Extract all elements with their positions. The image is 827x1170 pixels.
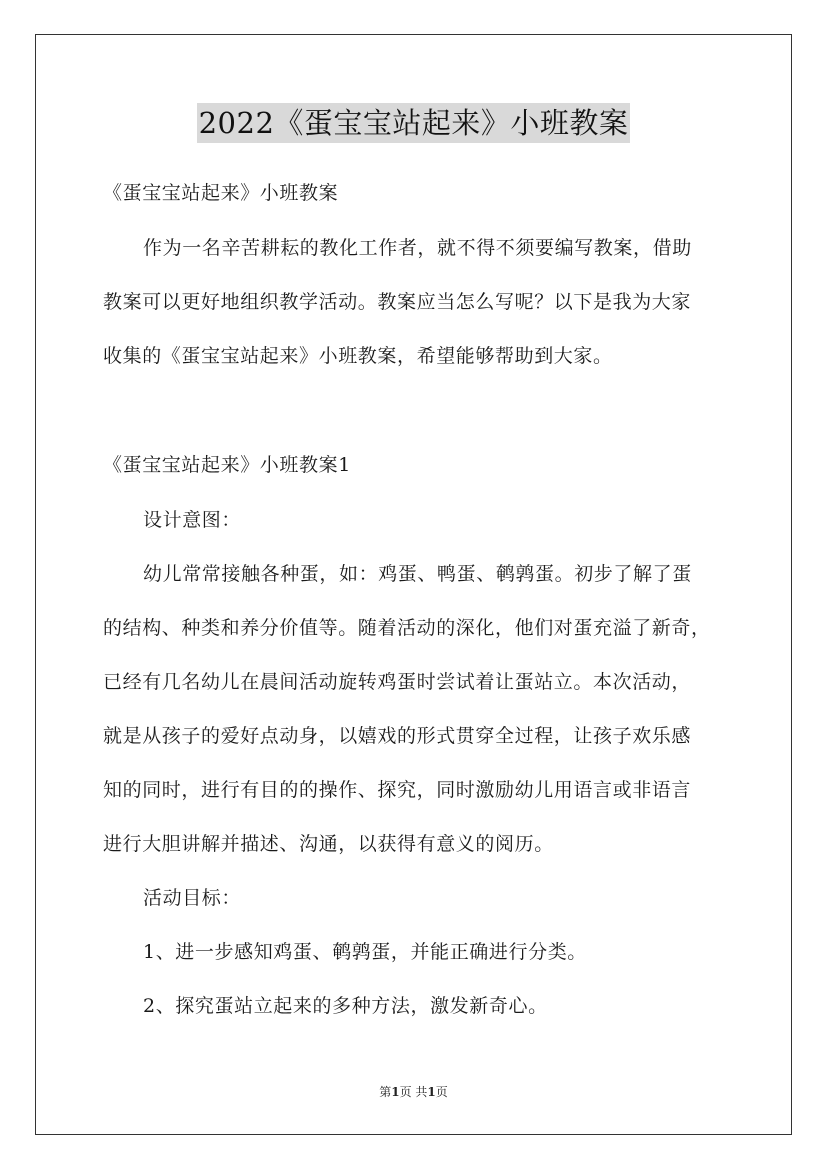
footer-page-suffix: 页 (435, 1085, 448, 1099)
design-label: 设计意图： (143, 509, 242, 531)
document-subtitle: 《蛋宝宝站起来》小班教案 (103, 182, 339, 204)
design-paragraph-line: 幼儿常常接触各种蛋，如：鸡蛋、鸭蛋、鹌鹑蛋。初步了解了蛋 (143, 563, 692, 585)
intro-line: 作为一名辛苦耕耘的教化工作者，就不得不须要编写教案，借助 (143, 237, 692, 259)
page-footer (0, 1084, 827, 1100)
goal-item: 2、探究蛋站立起来的多种方法，激发新奇心。 (143, 995, 548, 1017)
goals-label: 活动目标： (143, 887, 242, 909)
document-title: 2022《蛋宝宝站起来》小班教案 (197, 103, 631, 143)
section-heading: 《蛋宝宝站起来》小班教案1 (103, 454, 351, 476)
footer-page-current: 1 (391, 1085, 400, 1099)
footer-page-prefix: 第 (379, 1085, 392, 1099)
design-paragraph-line: 就是从孩子的爱好点动身，以嬉戏的形式贯穿全过程，让孩子欢乐感 (103, 725, 692, 747)
design-paragraph-line: 知的同时，进行有目的的操作、探究，同时激励幼儿用语言或非语言 (103, 779, 692, 801)
intro-line: 教案可以更好地组织教学活动。教案应当怎么写呢？以下是我为大家 (103, 291, 692, 313)
design-paragraph-line: 的结构、种类和养分价值等。随着活动的深化，他们对蛋充溢了新奇， (103, 617, 711, 639)
title-wrap (0, 103, 827, 143)
intro-line: 收集的《蛋宝宝站起来》小班教案，希望能够帮助到大家。 (103, 345, 613, 367)
goal-item: 1、进一步感知鸡蛋、鹌鹑蛋，并能正确进行分类。 (143, 941, 587, 963)
footer-page-mid: 页 共 (399, 1085, 428, 1099)
design-paragraph-line: 已经有几名幼儿在晨间活动旋转鸡蛋时尝试着让蛋站立。本次活动， (103, 671, 692, 693)
design-paragraph-line: 进行大胆讲解并描述、沟通，以获得有意义的阅历。 (103, 833, 554, 855)
footer-page-total: 1 (427, 1085, 436, 1099)
